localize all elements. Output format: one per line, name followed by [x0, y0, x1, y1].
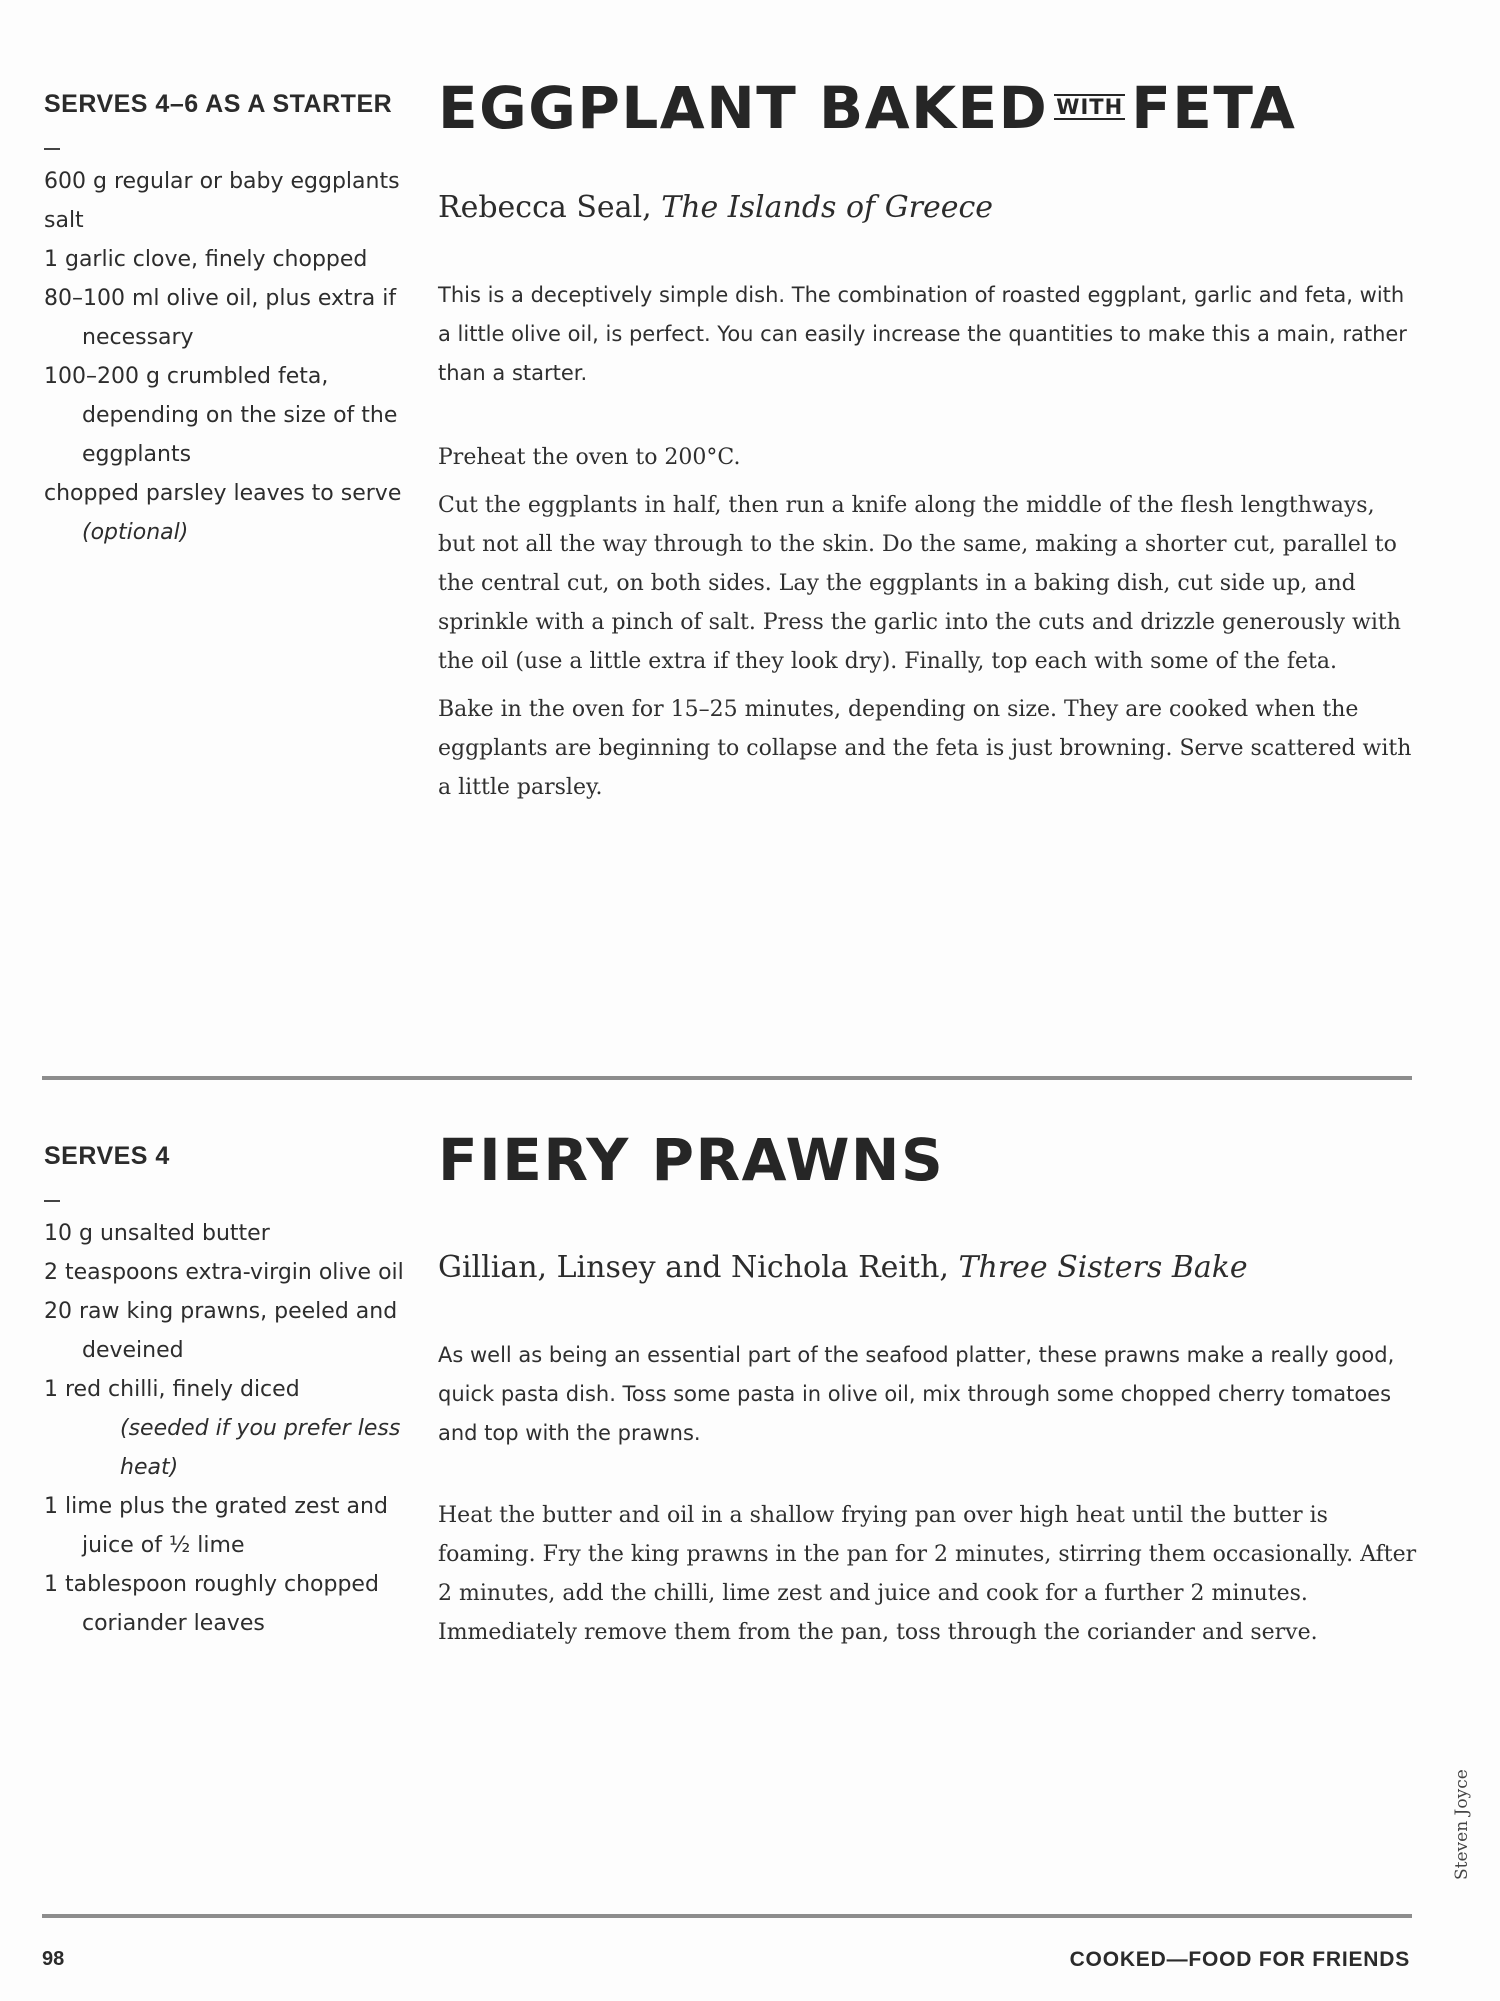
- ingredient-item: 1 tablespoon roughly chopped coriander leaves: [44, 1572, 379, 1636]
- page-number: 98: [42, 1948, 65, 1970]
- recipe-title: [438, 74, 1296, 142]
- recipe-source: [438, 1250, 1248, 1285]
- ingredient-item: 10 g unsalted butter: [44, 1221, 270, 1246]
- source-author: Gillian, Linsey and Nichola Reith,: [438, 1250, 959, 1285]
- ingredient-item: 600 g regular or baby eggplants: [44, 169, 400, 194]
- recipe-title: FIERY PRAWNS: [438, 1126, 945, 1194]
- ingredient-item: salt: [44, 208, 84, 233]
- serves-divider: [44, 1200, 60, 1202]
- recipe-method: [438, 1496, 1418, 1661]
- title-part: EGGPLANT BAKED: [438, 74, 1049, 142]
- source-book: Three Sisters Bake: [958, 1250, 1248, 1285]
- method-step: Bake in the oven for 15–25 minutes, depending on size. They are cooked when the eggplants are beginning to collapse and the feta is just browning. Serve scattered with a little parsley.: [438, 697, 1412, 800]
- ingredient-note: (seeded if you prefer less heat): [120, 1416, 401, 1480]
- recipe-method: [438, 438, 1418, 816]
- serves-label: SERVES 4: [44, 1142, 170, 1170]
- footer-divider: [42, 1914, 1412, 1918]
- ingredient-item: 80–100 ml olive oil, plus extra if necessary: [44, 286, 397, 350]
- ingredient-item: [44, 474, 404, 552]
- ingredient-item: 1 lime plus the grated zest and juice of ½ lime: [44, 1494, 388, 1558]
- ingredient-text: 1 red chilli, finely diced: [44, 1377, 300, 1402]
- book-title: COOKED—FOOD FOR FRIENDS: [1069, 1948, 1410, 1971]
- photo-credit: Steven Joyce: [1452, 1769, 1472, 1880]
- recipe-source: [438, 190, 993, 225]
- ingredient-item: 100–200 g crumbled feta, depending on the size of the eggplants: [44, 364, 398, 467]
- serves-divider: [44, 148, 60, 150]
- recipe-intro: This is a deceptively simple dish. The combination of roasted eggplant, garlic and feta, with a little olive oil, is perfect. You can easily increase the quantities to make this a main, rather than a starter.: [438, 283, 1407, 385]
- method-step: Heat the butter and oil in a shallow frying pan over high heat until the butter is foaming. Fry the king prawns in the pan for 2 minutes, stirring them occasionally. After 2 minutes, add the chilli, lime zest and juice and cook for a further 2 minutes. Immediately remove them from the pan, toss through the coriander and serve.: [438, 1503, 1417, 1645]
- ingredient-item: [44, 1370, 404, 1487]
- source-book: The Islands of Greece: [661, 190, 994, 225]
- title-part: FETA: [1131, 74, 1297, 142]
- method-step: Cut the eggplants in half, then run a knife along the middle of the flesh lengthways, but not all the way through to the skin. Do the same, making a shorter cut, parallel to the central cut, on both sides. Lay the eggplants in a baking dish, cut side up, and sprinkle with a pinch of salt. Press the garlic into the cuts and drizzle generously with the oil (use a little extra if they look dry). Finally, top each with some of the feta.: [438, 493, 1401, 674]
- ingredient-list: [44, 1214, 404, 1643]
- ingredient-note: (optional): [82, 520, 189, 545]
- method-step: Preheat the oven to 200°C.: [438, 445, 741, 470]
- ingredient-item: 2 teaspoons extra-virgin olive oil: [44, 1260, 404, 1285]
- serves-label: SERVES 4–6 AS A STARTER: [44, 90, 393, 118]
- ingredient-list: [44, 162, 404, 552]
- source-author: Rebecca Seal,: [438, 190, 662, 225]
- recipe-intro: As well as being an essential part of the seafood platter, these prawns make a really good, quick pasta dish. Toss some pasta in olive oil, mix through some chopped cherry tomatoes and top with the prawns.: [438, 1343, 1395, 1445]
- ingredient-item: 1 garlic clove, finely chopped: [44, 247, 368, 272]
- ingredient-item: 20 raw king prawns, peeled and deveined: [44, 1299, 398, 1363]
- ingredient-text: chopped parsley leaves to serve: [44, 481, 402, 506]
- recipe-fiery-prawns: [0, 1080, 1500, 1900]
- title-with: WITH: [1056, 95, 1124, 119]
